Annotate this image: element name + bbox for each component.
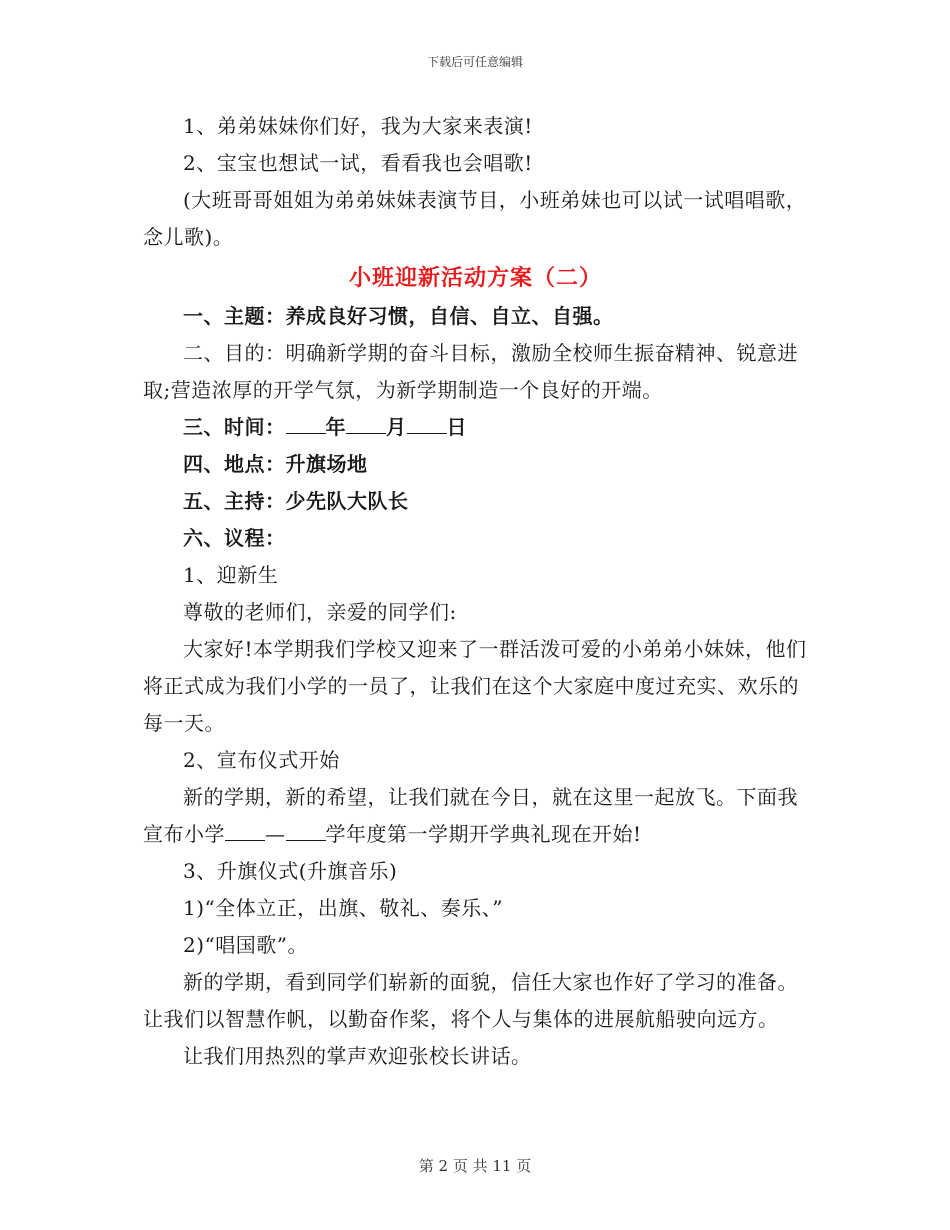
- agenda-flag-step-1: 1)“全体立正，出旗、敬礼、奏乐、”: [183, 896, 503, 920]
- agenda-principal: 让我们用热烈的掌声欢迎张校长讲话。: [183, 1044, 532, 1068]
- time-month: 月: [386, 415, 407, 439]
- agenda-announce: 2、宣布仪式开始: [183, 748, 340, 772]
- year-blank: [286, 415, 326, 434]
- item-agenda: 六、议程：: [183, 526, 286, 550]
- page-header: 下载后可任意编辑: [426, 55, 523, 69]
- agenda-flag-step-2: 2)“唱国歌”。: [183, 933, 308, 957]
- agenda-new-term: 新的学期，看到同学们崭新的面貌，信任大家也作好了学习的准备。让我们以智慧作帆，以勤奋作桨，将个人与集体的进展航船驶向远方。: [143, 970, 798, 1031]
- agenda-flag: 3、升旗仪式(升旗音乐): [183, 859, 398, 883]
- ceremony-dash: —: [265, 822, 286, 846]
- time-day: 日: [446, 415, 467, 439]
- ceremony-text-a: 新的学期，新的希望，让我们就在今日，就在这里一起放飞。下面我宣布小学: [143, 785, 798, 846]
- agenda-welcome: 1、迎新生: [183, 563, 279, 587]
- page-footer: 第 2 页 共 11 页: [418, 1157, 532, 1175]
- agenda-speech: 大家好!本学期我们学校又迎来了一群活泼可爱的小弟弟小妹妹，他们将正式成为我们小学的一员了，让我们在这个大家庭中度过充实、欢乐的每一天。: [143, 637, 807, 735]
- item-purpose: 二、目的：明确新学期的奋斗目标，激励全校师生振奋精神、锐意进取;营造浓厚的开学气氛，为新学期制造一个良好的开端。: [143, 341, 798, 402]
- ceremony-text-b: 学年度第一学期开学典礼现在开始!: [325, 822, 642, 846]
- year-end-blank: [286, 822, 326, 841]
- day-blank: [407, 415, 447, 434]
- item-theme: 一、主题：养成良好习惯，自信、自立、自强。: [183, 304, 614, 328]
- document-body: [143, 108, 808, 1075]
- month-blank: [346, 415, 386, 434]
- paragraph-singing: 2、宝宝也想试一试，看看我也会唱歌!: [183, 151, 533, 175]
- paragraph-performance: 1、弟弟妹妹你们好，我为大家来表演!: [183, 114, 533, 138]
- item-time: [143, 409, 808, 446]
- section-title: 小班迎新活动方案（二）: [348, 265, 602, 291]
- year-start-blank: [225, 822, 265, 841]
- agenda-greeting: 尊敬的老师们，亲爱的同学们:: [183, 600, 457, 624]
- item-host: 五、主持：少先队大队长: [183, 489, 409, 513]
- time-year: 年: [325, 415, 346, 439]
- ceremony-paragraph: [143, 779, 808, 853]
- item-location: 四、地点：升旗场地: [183, 452, 368, 476]
- paragraph-note: (大班哥哥姐姐为弟弟妹妹表演节目，小班弟妹也可以试一试唱唱歌，念儿歌)。: [143, 188, 807, 249]
- time-label: 三、时间：: [183, 415, 286, 439]
